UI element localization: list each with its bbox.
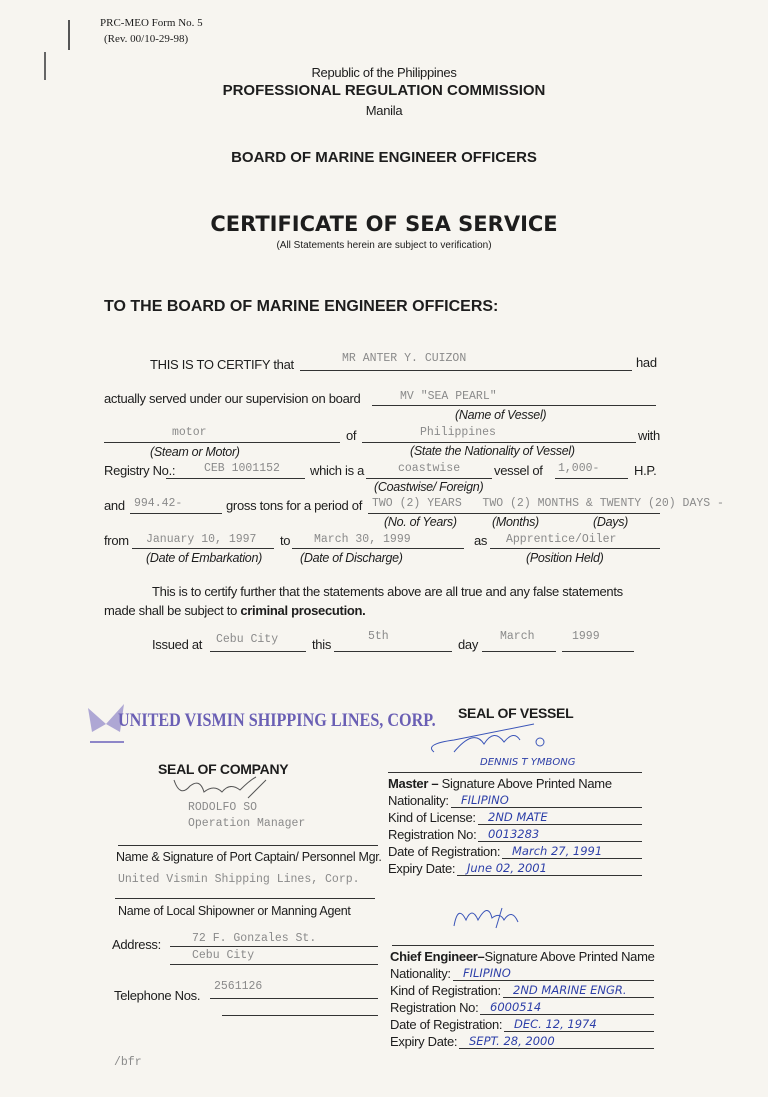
had-label: had <box>636 355 657 370</box>
republic-heading: Republic of the Philippines <box>311 65 457 80</box>
form-number-text: PRC-MEO Form No. 5 <box>100 17 203 29</box>
chief-field-value: 6000514 <box>490 1000 542 1014</box>
addressee: TO THE BOARD OF MARINE ENGINEER OFFICERS: <box>104 298 499 315</box>
subtitle: (All Statements herein are subject to verification) <box>276 240 492 251</box>
days-caption: (Days) <box>593 515 629 529</box>
which-label: which is a <box>310 463 365 478</box>
signer-caption: Name & Signature of Port Captain/ Personnel Mgr. <box>116 850 382 864</box>
master-field-value: March 27, 1991 <box>512 844 603 858</box>
issued-at: Cebu City <box>216 633 279 646</box>
shipowner-name: United Vismin Shipping Lines, Corp. <box>118 873 360 886</box>
chief-caption <box>390 949 655 964</box>
to-label: to <box>280 533 291 548</box>
typist-initials: /bfr <box>114 1056 142 1069</box>
address-label: Address: <box>112 937 161 952</box>
discharge-caption: (Date of Discharge) <box>300 551 403 565</box>
page-title: CERTIFICATE OF SEA SERVICE <box>210 212 558 236</box>
vessel-of-label: vessel of <box>494 463 543 478</box>
company-signature <box>170 776 280 800</box>
issued-label: Issued at <box>152 637 203 652</box>
master-field-label: Date of Registration: <box>388 844 501 859</box>
certification-text-1: This is to certify further that the statements above are all true and any false statements <box>152 584 623 599</box>
telephone-label: Telephone Nos. <box>114 988 201 1003</box>
master-printed-name: DENNIS T YMBONG <box>480 757 576 768</box>
master-field-value: 0013283 <box>488 827 540 841</box>
years-caption: (No. of Years) <box>384 515 457 529</box>
this-label: this <box>312 637 332 652</box>
seal-of-company: SEAL OF COMPANY <box>158 761 289 777</box>
position-held: Apprentice/Oiler <box>506 533 617 546</box>
master-caption-role: Master – <box>388 776 442 791</box>
service-period: TWO (2) YEARS TWO (2) MONTHS & TWENTY (20) DAYS - <box>372 497 724 510</box>
registry-number: CEB 1001152 <box>204 462 280 475</box>
issued-month: March <box>500 630 535 643</box>
chief-field-label: Nationality: <box>390 966 451 981</box>
tons-label: gross tons for a period of <box>226 498 363 513</box>
address-line-2: Cebu City <box>192 949 255 962</box>
signer-name: RODOLFO SO <box>188 801 258 814</box>
master-field-label: Expiry Date: <box>388 861 456 876</box>
vessel-name: MV "SEA PEARL" <box>400 390 497 403</box>
master-field-value: 2ND MATE <box>488 810 548 824</box>
hp-label: H.P. <box>634 463 657 478</box>
chief-caption-text: Signature Above Printed Name <box>484 949 655 964</box>
vessel-caption: (Name of Vessel) <box>455 408 547 422</box>
position-caption: (Position Held) <box>526 551 604 565</box>
served-label: actually served under our supervision on board <box>104 391 361 406</box>
months-caption: (Months) <box>492 515 539 529</box>
chief-field-value: DEC. 12, 1974 <box>514 1017 597 1031</box>
vessel-nationality: Philippines <box>420 426 496 439</box>
registry-label: Registry No.: <box>104 463 176 478</box>
vessel-type: coastwise <box>398 462 461 475</box>
shipowner-caption: Name of Local Shipowner or Manning Agent <box>118 904 351 918</box>
binder-mark <box>68 20 70 50</box>
embark-date: January 10, 1997 <box>146 533 257 546</box>
master-field-value: June 02, 2001 <box>467 861 547 875</box>
seal-of-vessel: SEAL OF VESSEL <box>458 705 574 721</box>
from-label: from <box>104 533 129 548</box>
master-signature <box>424 722 564 756</box>
certification-text-2a: made shall be subject to <box>104 603 241 618</box>
chief-field-label: Kind of Registration: <box>390 983 501 998</box>
horsepower: 1,000- <box>558 462 600 475</box>
type-caption: (Coastwise/ Foreign) <box>374 480 484 494</box>
chief-field-label: Date of Registration: <box>390 1017 503 1032</box>
chief-field-value: FILIPINO <box>463 966 511 980</box>
commission-heading: PROFESSIONAL REGULATION COMMISSION <box>222 82 546 99</box>
company-stamp: UNITED VISMIN SHIPPING LINES, CORP. <box>118 710 436 731</box>
certify-label: THIS IS TO CERTIFY that <box>150 357 294 372</box>
with-label: with <box>638 428 660 443</box>
certification-text-2 <box>104 603 366 618</box>
chief-field-label: Registration No: <box>390 1000 479 1015</box>
propulsion: motor <box>172 426 207 439</box>
city-heading: Manila <box>365 103 403 118</box>
seafarer-name: MR ANTER Y. CUIZON <box>342 352 467 365</box>
master-field-label: Registration No: <box>388 827 477 842</box>
issued-day: 5th <box>368 630 389 643</box>
gross-tons: 994.42- <box>134 497 183 510</box>
signer-title: Operation Manager <box>188 817 306 830</box>
chief-engineer-signature <box>448 900 528 932</box>
as-label: as <box>474 533 488 548</box>
master-field-value: FILIPINO <box>461 793 509 807</box>
chief-caption-role: Chief Engineer– <box>390 949 485 964</box>
issued-year: 1999 <box>572 630 600 643</box>
master-caption <box>388 776 612 791</box>
master-field-label: Kind of License: <box>388 810 476 825</box>
chief-field-label: Expiry Date: <box>390 1034 458 1049</box>
board-heading: BOARD OF MARINE ENGINEER OFFICERS <box>231 149 537 166</box>
chief-field-value: 2ND MARINE ENGR. <box>513 983 627 997</box>
telephone-number: 2561126 <box>214 980 263 993</box>
day-label: day <box>458 637 479 652</box>
propulsion-caption: (Steam or Motor) <box>150 445 240 459</box>
discharge-date: March 30, 1999 <box>314 533 411 546</box>
and-label: and <box>104 498 125 513</box>
master-field-label: Nationality: <box>388 793 449 808</box>
of-label: of <box>346 428 357 443</box>
address-line-1: 72 F. Gonzales St. <box>192 932 317 945</box>
certification-text-bold: criminal prosecution. <box>240 603 366 618</box>
chief-field-value: SEPT. 28, 2000 <box>469 1034 555 1048</box>
master-caption-text: Signature Above Printed Name <box>441 776 612 791</box>
embark-caption: (Date of Embarkation) <box>146 551 262 565</box>
form-revision: (Rev. 00/10-29-98) <box>104 33 189 45</box>
nationality-caption: (State the Nationality of Vessel) <box>410 444 575 458</box>
